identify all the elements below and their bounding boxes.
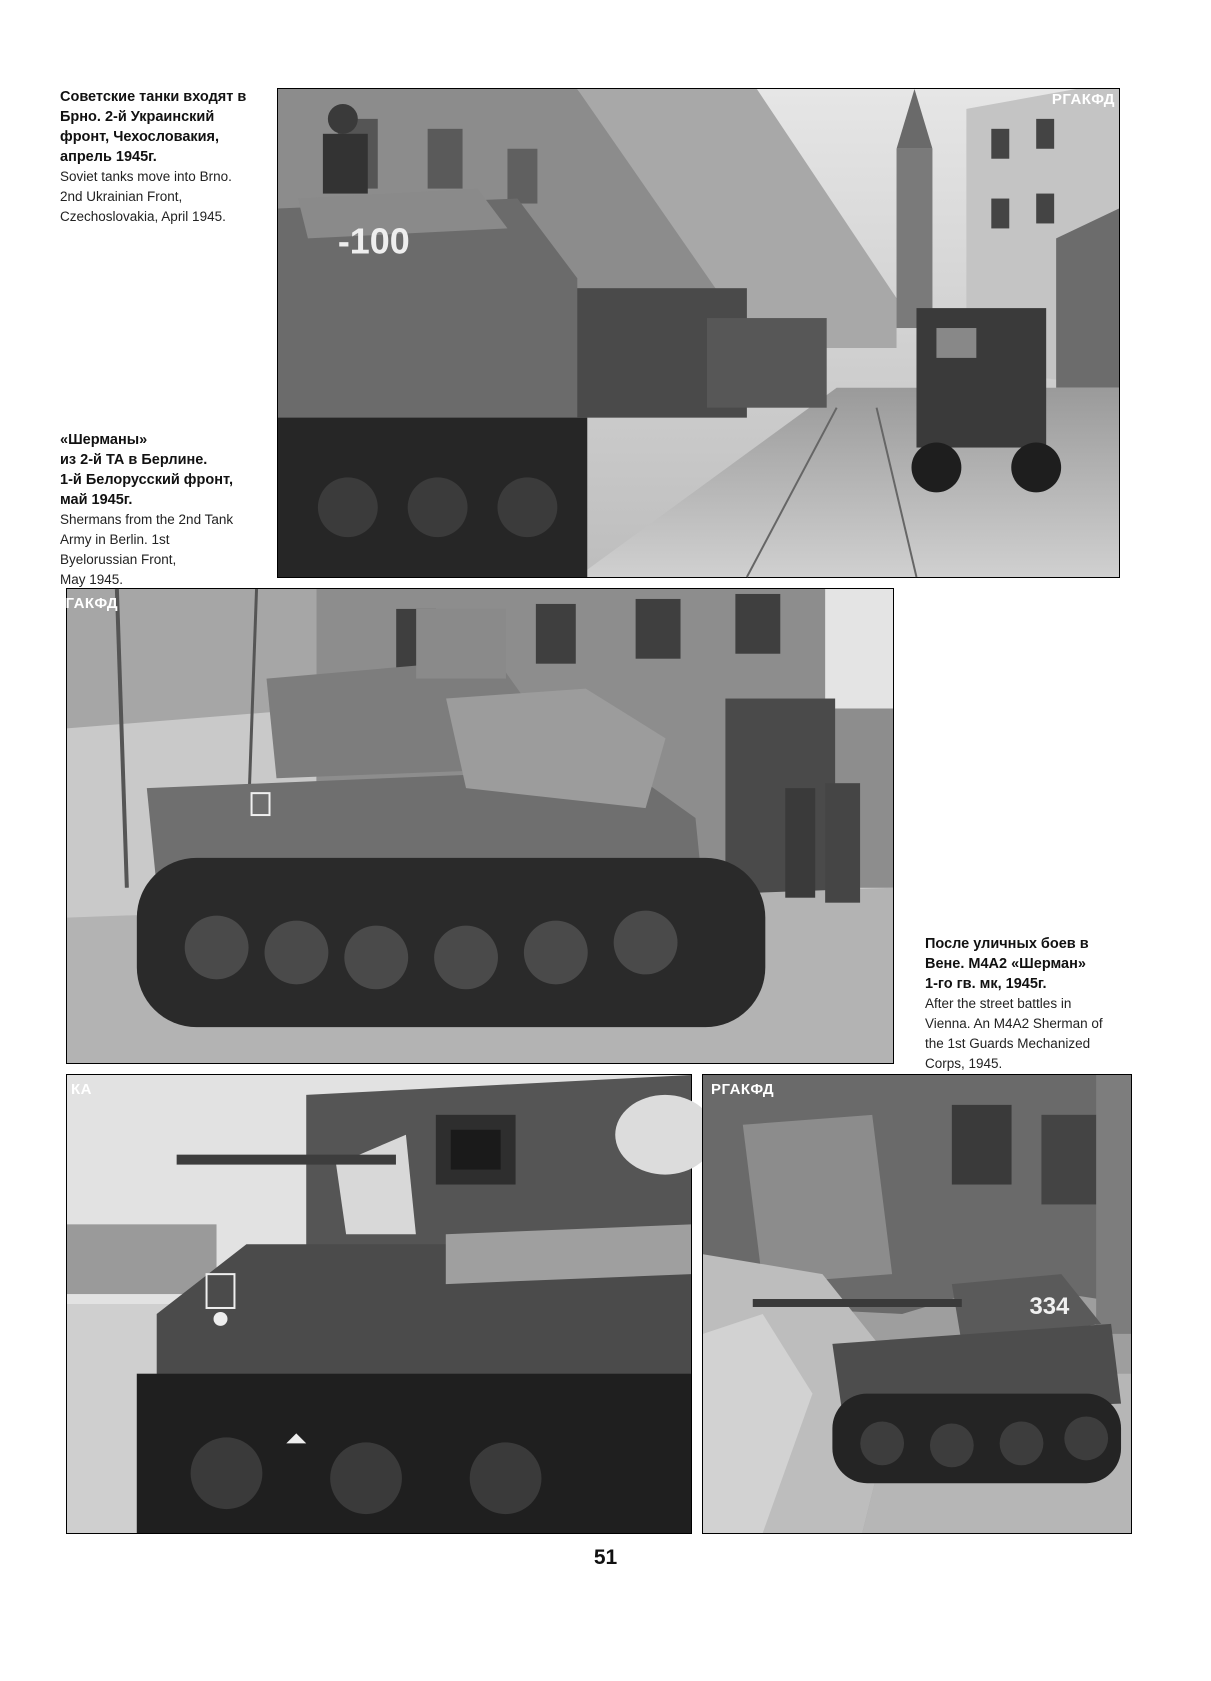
- turret-number: -100: [337, 221, 410, 262]
- photo-credit: КА: [71, 1081, 92, 1098]
- photo-credit: РГАКФД: [711, 1081, 775, 1098]
- caption-brno: [60, 87, 258, 227]
- photo-closeup-image: [67, 1075, 691, 1533]
- caption-en: Shermans from the 2nd Tank Army in Berlin. 1st Byelorussian Front, May 1945.: [60, 512, 234, 587]
- photo-berlin-image: [67, 589, 893, 1063]
- photo-sherman-closeup: [66, 1074, 692, 1534]
- photo-ruins-image: [703, 1075, 1131, 1533]
- caption-en: After the street battles in Vienna. An M4A2 Sherman of the 1st Guards Mechanized Corps, 1945.: [925, 996, 1103, 1071]
- photo-brno-tanks: [277, 88, 1120, 578]
- photo-credit: РГАКФД: [55, 595, 119, 612]
- photo-brno-image: [278, 89, 1119, 577]
- caption-berlin: [60, 430, 258, 590]
- caption-vienna: [925, 934, 1135, 1074]
- photo-ruins-sherman: [702, 1074, 1132, 1534]
- caption-ru: «Шерманы» из 2-й ТА в Берлине. 1-й Белорусский фронт, май 1945г.: [60, 432, 234, 508]
- caption-ru: После уличных боев в Вене. М4А2 «Шерман» 1-го гв. мк, 1945г.: [925, 936, 1089, 992]
- photo-berlin-sherman: [55, 588, 894, 1064]
- caption-en: Soviet tanks move into Brno. 2nd Ukrainian Front, Czechoslovakia, April 1945.: [60, 169, 232, 224]
- turret-number: 334: [1029, 1292, 1070, 1320]
- photo-credit: РГАКФД: [1051, 91, 1115, 108]
- caption-ru: Советские танки входят в Брно. 2-й Украинский фронт, Чехословакия, апрель 1945г.: [60, 89, 247, 165]
- page-number: 51: [593, 1546, 618, 1569]
